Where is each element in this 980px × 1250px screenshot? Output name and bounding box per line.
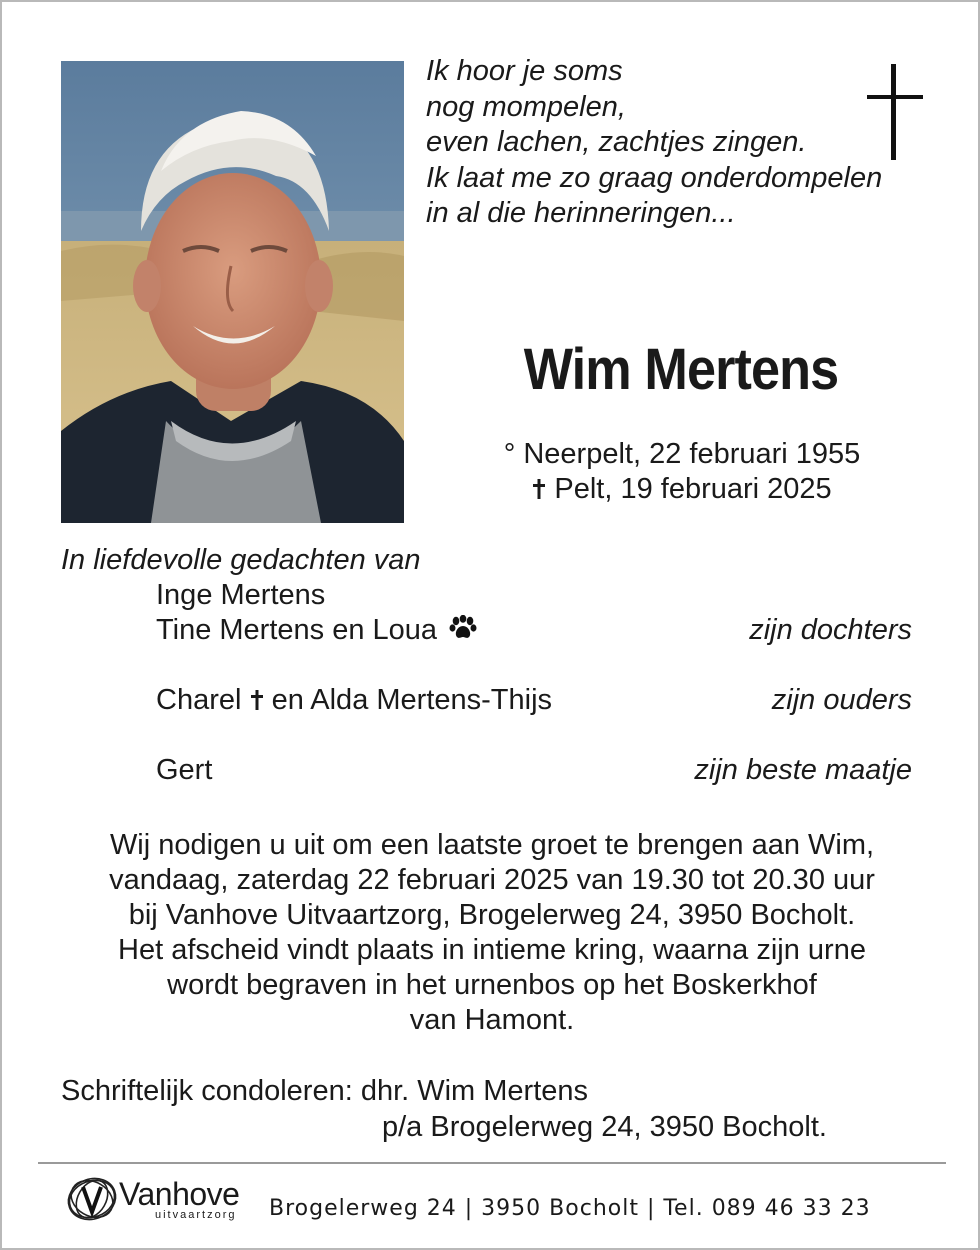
invitation-line: wordt begraven in het urnenbos op het Boskerkhof xyxy=(167,969,817,1001)
invitation-text xyxy=(42,828,942,1038)
poem-line: in al die herinneringen... xyxy=(426,197,736,229)
condolence-line-1: Schriftelijk condoleren: dhr. Wim Mertens xyxy=(61,1075,589,1107)
poem-line: Ik laat me zo graag onderdompelen xyxy=(426,161,883,194)
invitation-line: van Hamont. xyxy=(409,1004,575,1036)
cross-icon xyxy=(867,64,923,160)
life-dates xyxy=(442,437,922,507)
daughters-relation: zijn dochters xyxy=(749,614,912,646)
dagger-icon xyxy=(250,688,264,710)
vanhove-logo xyxy=(65,1170,255,1230)
logo-name: Vanhove xyxy=(119,1176,240,1212)
friend-name: Gert xyxy=(156,754,213,786)
death-line xyxy=(442,472,922,507)
daughter-2: Tine Mertens en Loua xyxy=(156,614,438,646)
birth-line: ° Neerpelt, 22 februari 1955 xyxy=(503,438,861,470)
poem-line: Ik hoor je soms xyxy=(426,55,623,87)
poem xyxy=(426,54,882,232)
deceased-name: Wim Mertens xyxy=(523,337,839,402)
invitation-line: vandaag, zaterdag 22 februari 2025 van 19.30 tot 20.30 uur xyxy=(109,864,875,896)
death-text: Pelt, 19 februari 2025 xyxy=(554,473,832,505)
portrait-photo xyxy=(61,61,404,523)
invitation-line: bij Vanhove Uitvaartzorg, Brogelerweg 24, 3950 Bocholt. xyxy=(128,899,856,931)
vanhove-logo-icon xyxy=(65,1172,119,1226)
parents-rest: en Alda Mertens-Thijs xyxy=(271,684,553,716)
invitation-line: Het afscheid vindt plaats in intieme kring, waarna zijn urne xyxy=(118,934,866,966)
family-intro: In liefdevolle gedachten van xyxy=(61,544,421,576)
parents-row xyxy=(156,684,552,717)
paw-icon xyxy=(449,615,477,641)
poem-line: even lachen, zachtjes zingen. xyxy=(426,126,807,158)
dagger-icon xyxy=(532,477,546,499)
poem-line: nog mompelen, xyxy=(426,90,626,123)
footer-divider xyxy=(38,1162,946,1164)
father-name: Charel xyxy=(156,684,242,716)
footer-contact: Brogelerweg 24 | 3950 Bocholt | Tel. 089 46 33 23 xyxy=(269,1196,871,1221)
parents-relation: zijn ouders xyxy=(771,684,912,716)
logo-subtitle: uitvaartzorg xyxy=(155,1209,237,1221)
condolence-line-2: p/a Brogelerweg 24, 3950 Bocholt. xyxy=(382,1111,827,1143)
invitation-line: Wij nodigen u uit om een laatste groet te brengen aan Wim, xyxy=(109,829,875,861)
friend-relation: zijn beste maatje xyxy=(694,754,912,786)
daughter-1: Inge Mertens xyxy=(156,579,326,611)
daughter-2-row xyxy=(156,614,477,647)
